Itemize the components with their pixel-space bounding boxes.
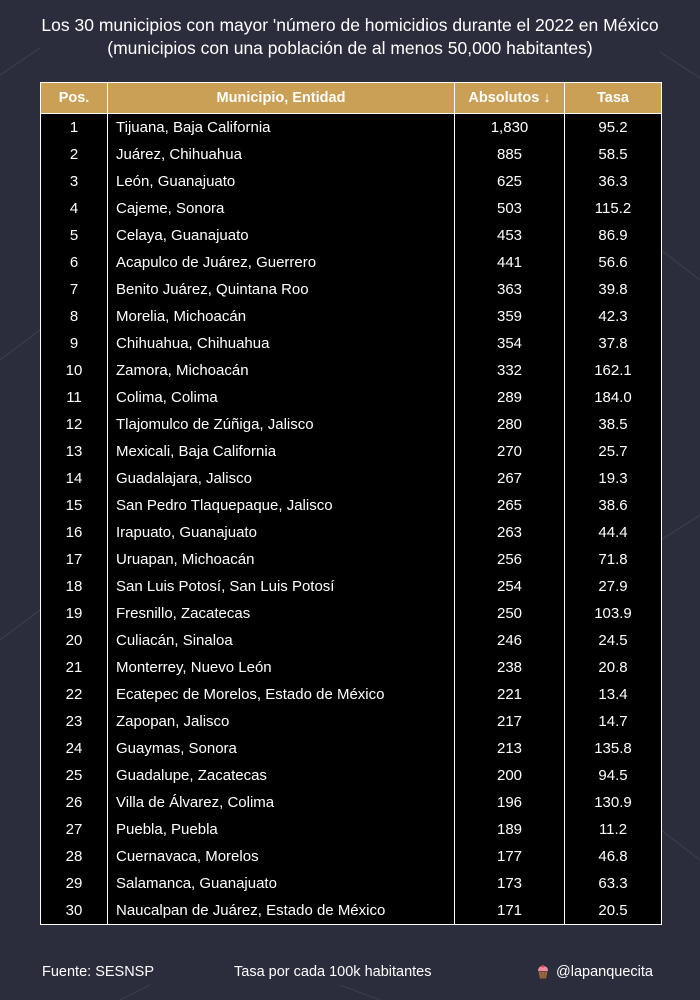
title-line-2: (municipios con una población de al menos 50,000 habitantes): [107, 38, 593, 58]
table-row: [41, 276, 662, 303]
cell-municipio: Chihuahua, Chihuahua: [108, 330, 455, 357]
cell-absolutos: 221: [455, 681, 565, 708]
cell-pos: 16: [41, 519, 108, 546]
homicides-table-container: [40, 82, 661, 925]
cell-absolutos: 238: [455, 654, 565, 681]
table-row: [41, 492, 662, 519]
cell-tasa: 103.9: [565, 600, 662, 627]
cell-tasa: 42.3: [565, 303, 662, 330]
cell-absolutos: 189: [455, 816, 565, 843]
cell-tasa: 11.2: [565, 816, 662, 843]
table-row: [41, 654, 662, 681]
cell-municipio: Benito Juárez, Quintana Roo: [108, 276, 455, 303]
table-row: [41, 897, 662, 925]
cell-pos: 2: [41, 141, 108, 168]
cell-tasa: 19.3: [565, 465, 662, 492]
table-row: [41, 357, 662, 384]
cell-municipio: Zamora, Michoacán: [108, 357, 455, 384]
cell-pos: 11: [41, 384, 108, 411]
table-body: [41, 114, 662, 925]
table-row: [41, 816, 662, 843]
cell-tasa: 36.3: [565, 168, 662, 195]
table-row: [41, 627, 662, 654]
cell-municipio: Naucalpan de Juárez, Estado de México: [108, 897, 455, 925]
cell-municipio: Monterrey, Nuevo León: [108, 654, 455, 681]
table-row: [41, 870, 662, 897]
cell-tasa: 184.0: [565, 384, 662, 411]
cell-pos: 21: [41, 654, 108, 681]
cell-tasa: 24.5: [565, 627, 662, 654]
cell-tasa: 27.9: [565, 573, 662, 600]
cell-absolutos: 217: [455, 708, 565, 735]
cell-pos: 27: [41, 816, 108, 843]
cell-absolutos: 171: [455, 897, 565, 925]
cell-tasa: 56.6: [565, 249, 662, 276]
cell-municipio: Fresnillo, Zacatecas: [108, 600, 455, 627]
table-row: [41, 762, 662, 789]
cell-tasa: 37.8: [565, 330, 662, 357]
cell-pos: 22: [41, 681, 108, 708]
cell-tasa: 14.7: [565, 708, 662, 735]
cell-tasa: 71.8: [565, 546, 662, 573]
cell-municipio: San Pedro Tlaquepaque, Jalisco: [108, 492, 455, 519]
cell-municipio: Mexicali, Baja California: [108, 438, 455, 465]
cell-absolutos: 503: [455, 195, 565, 222]
cell-absolutos: 265: [455, 492, 565, 519]
cell-municipio: Guadalupe, Zacatecas: [108, 762, 455, 789]
cell-municipio: Uruapan, Michoacán: [108, 546, 455, 573]
cell-pos: 19: [41, 600, 108, 627]
cell-absolutos: 267: [455, 465, 565, 492]
cell-absolutos: 363: [455, 276, 565, 303]
cell-absolutos: 246: [455, 627, 565, 654]
table-row: [41, 249, 662, 276]
cell-municipio: Morelia, Michoacán: [108, 303, 455, 330]
footer-handle[interactable]: [535, 964, 653, 980]
cell-tasa: 25.7: [565, 438, 662, 465]
table-row: [41, 330, 662, 357]
cell-pos: 17: [41, 546, 108, 573]
cell-absolutos: 250: [455, 600, 565, 627]
title-line-1: Los 30 municipios con mayor 'número de homicidios durante el 2022 en México: [41, 15, 659, 35]
cell-municipio: León, Guanajuato: [108, 168, 455, 195]
cell-tasa: 46.8: [565, 843, 662, 870]
table-header-row: [41, 83, 662, 114]
cell-pos: 13: [41, 438, 108, 465]
table-row: [41, 573, 662, 600]
table-row: [41, 843, 662, 870]
cell-municipio: Guadalajara, Jalisco: [108, 465, 455, 492]
cell-pos: 7: [41, 276, 108, 303]
cell-pos: 6: [41, 249, 108, 276]
cell-municipio: Cajeme, Sonora: [108, 195, 455, 222]
table-row: [41, 708, 662, 735]
cell-absolutos: 453: [455, 222, 565, 249]
cell-absolutos: 441: [455, 249, 565, 276]
table-row: [41, 222, 662, 249]
cell-absolutos: 354: [455, 330, 565, 357]
table-row: [41, 168, 662, 195]
cell-pos: 24: [41, 735, 108, 762]
cell-municipio: Juárez, Chihuahua: [108, 141, 455, 168]
cell-municipio: Colima, Colima: [108, 384, 455, 411]
cell-pos: 9: [41, 330, 108, 357]
cell-absolutos: 1,830: [455, 114, 565, 142]
table-row: [41, 195, 662, 222]
table-row: [41, 411, 662, 438]
cell-municipio: Tlajomulco de Zúñiga, Jalisco: [108, 411, 455, 438]
cell-municipio: Villa de Álvarez, Colima: [108, 789, 455, 816]
cell-pos: 28: [41, 843, 108, 870]
homicides-table: [40, 82, 662, 925]
table-row: [41, 735, 662, 762]
footer-note: Tasa por cada 100k habitantes: [234, 964, 432, 980]
cell-tasa: 94.5: [565, 762, 662, 789]
cell-municipio: Celaya, Guanajuato: [108, 222, 455, 249]
cell-absolutos: 289: [455, 384, 565, 411]
cell-absolutos: 196: [455, 789, 565, 816]
cell-pos: 8: [41, 303, 108, 330]
cell-pos: 18: [41, 573, 108, 600]
cell-pos: 25: [41, 762, 108, 789]
cell-tasa: 162.1: [565, 357, 662, 384]
cell-absolutos: 359: [455, 303, 565, 330]
cell-pos: 10: [41, 357, 108, 384]
cell-absolutos: 625: [455, 168, 565, 195]
cell-municipio: Puebla, Puebla: [108, 816, 455, 843]
cell-tasa: 86.9: [565, 222, 662, 249]
cell-municipio: Cuernavaca, Morelos: [108, 843, 455, 870]
table-row: [41, 114, 662, 142]
chart-title: [0, 14, 700, 60]
cell-municipio: Tijuana, Baja California: [108, 114, 455, 142]
cell-municipio: Irapuato, Guanajuato: [108, 519, 455, 546]
cell-absolutos: 263: [455, 519, 565, 546]
cell-absolutos: 885: [455, 141, 565, 168]
cell-tasa: 115.2: [565, 195, 662, 222]
cell-pos: 30: [41, 897, 108, 925]
cell-absolutos: 256: [455, 546, 565, 573]
cell-absolutos: 177: [455, 843, 565, 870]
cell-absolutos: 213: [455, 735, 565, 762]
cell-tasa: 20.8: [565, 654, 662, 681]
table-row: [41, 789, 662, 816]
table-row: [41, 438, 662, 465]
cell-pos: 20: [41, 627, 108, 654]
cell-tasa: 95.2: [565, 114, 662, 142]
cell-pos: 4: [41, 195, 108, 222]
cell-tasa: 20.5: [565, 897, 662, 925]
footer-source: Fuente: SESNSP: [42, 964, 155, 980]
cell-tasa: 58.5: [565, 141, 662, 168]
table-row: [41, 546, 662, 573]
table-row: [41, 600, 662, 627]
header-pos: Pos.: [41, 83, 108, 114]
cell-municipio: Zapopan, Jalisco: [108, 708, 455, 735]
table-row: [41, 519, 662, 546]
cell-tasa: 38.5: [565, 411, 662, 438]
cell-tasa: 38.6: [565, 492, 662, 519]
cell-tasa: 13.4: [565, 681, 662, 708]
cell-municipio: Salamanca, Guanajuato: [108, 870, 455, 897]
cell-municipio: Guaymas, Sonora: [108, 735, 455, 762]
cell-tasa: 63.3: [565, 870, 662, 897]
cell-absolutos: 332: [455, 357, 565, 384]
cell-municipio: Culiacán, Sinaloa: [108, 627, 455, 654]
cell-pos: 1: [41, 114, 108, 142]
cell-pos: 26: [41, 789, 108, 816]
table-row: [41, 141, 662, 168]
cell-pos: 14: [41, 465, 108, 492]
cell-pos: 15: [41, 492, 108, 519]
cell-absolutos: 270: [455, 438, 565, 465]
cell-absolutos: 173: [455, 870, 565, 897]
cell-pos: 29: [41, 870, 108, 897]
cell-absolutos: 280: [455, 411, 565, 438]
table-row: [41, 384, 662, 411]
cell-municipio: San Luis Potosí, San Luis Potosí: [108, 573, 455, 600]
header-municipio: Municipio, Entidad: [108, 83, 455, 114]
cell-absolutos: 254: [455, 573, 565, 600]
footer-handle-text: @lapanquecita: [556, 964, 653, 980]
cell-pos: 3: [41, 168, 108, 195]
cell-pos: 12: [41, 411, 108, 438]
table-row: [41, 465, 662, 492]
header-tasa: Tasa: [565, 83, 662, 114]
cell-absolutos: 200: [455, 762, 565, 789]
cupcake-icon: [535, 964, 551, 980]
cell-tasa: 135.8: [565, 735, 662, 762]
cell-municipio: Acapulco de Juárez, Guerrero: [108, 249, 455, 276]
cell-tasa: 44.4: [565, 519, 662, 546]
cell-tasa: 39.8: [565, 276, 662, 303]
cell-municipio: Ecatepec de Morelos, Estado de México: [108, 681, 455, 708]
cell-pos: 23: [41, 708, 108, 735]
table-row: [41, 303, 662, 330]
table-row: [41, 681, 662, 708]
cell-pos: 5: [41, 222, 108, 249]
header-absolutos[interactable]: Absolutos ↓: [455, 83, 565, 114]
cell-tasa: 130.9: [565, 789, 662, 816]
